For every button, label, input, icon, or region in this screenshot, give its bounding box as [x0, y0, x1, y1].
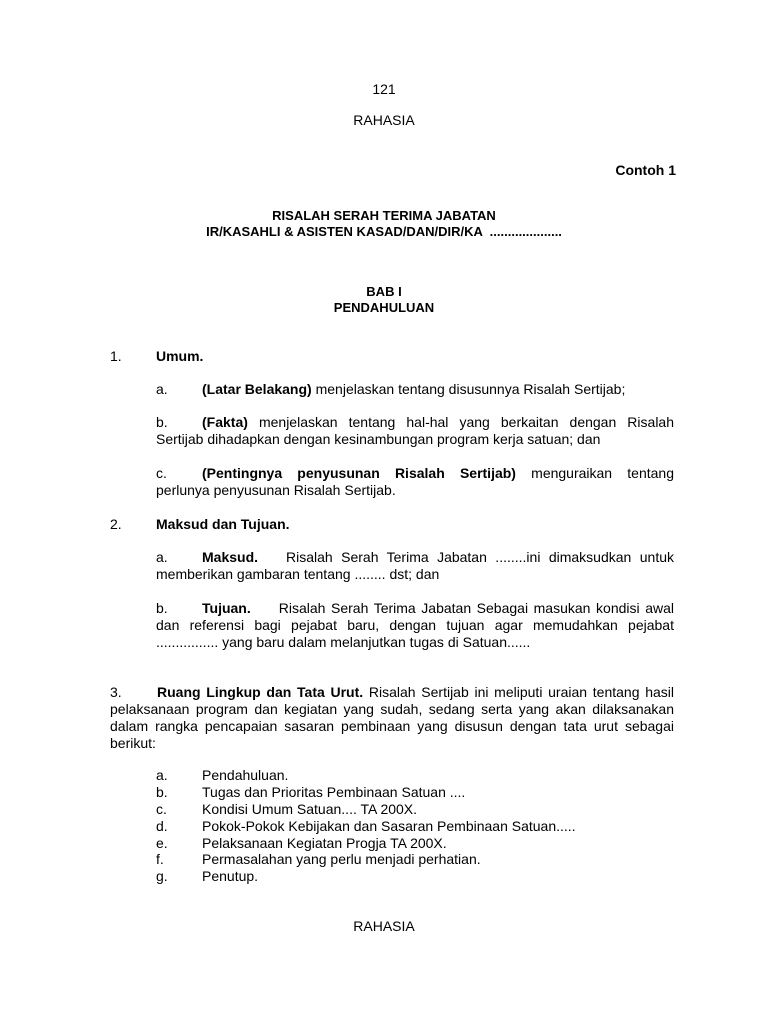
list-item	[156, 818, 576, 835]
section3-paragraph	[110, 684, 674, 752]
classification-bottom: RAHASIA	[353, 918, 415, 934]
chapter-title: PENDAHULUAN	[333, 300, 435, 315]
item-bold-lead: Maksud.	[202, 549, 259, 565]
item-letter: a.	[156, 549, 168, 565]
list-item	[156, 801, 417, 818]
list-letter: c.	[156, 801, 167, 817]
list-item	[156, 767, 288, 784]
list-text: Pendahuluan.	[202, 767, 289, 783]
list-letter: a.	[156, 767, 168, 783]
list-text: Permasalahan yang perlu menjadi perhatian.	[202, 851, 481, 867]
section3-number: 3.	[110, 684, 122, 700]
item-bold-lead: (Pentingnya penyusunan Risalah Sertijab)	[202, 465, 516, 481]
example-label: Contoh 1	[615, 162, 676, 178]
list-item	[156, 835, 447, 852]
classification-top: RAHASIA	[353, 112, 415, 128]
list-letter: d.	[156, 818, 168, 834]
item-text: menguraikan tentang perlunya penyusunan Risalah Sertijab.	[156, 465, 674, 498]
item-text: menjelaskan tentang hal-hal yang berkaitan dengan Risalah Sertijab dihadapkan dengan kesinambungan program kerja satuan; dan	[156, 414, 674, 447]
list-text: Kondisi Umum Satuan.... TA 200X.	[202, 801, 418, 817]
list-text: Pelaksanaan Kegiatan Progja TA 200X.	[202, 835, 447, 851]
item-bold-lead: (Latar Belakang)	[202, 381, 312, 397]
section2-item-b	[156, 600, 674, 651]
item-text: menjelaskan tentang disusunnya Risalah Sertijab;	[311, 381, 626, 397]
section1-item-b	[156, 414, 674, 448]
section1-item-a	[156, 381, 674, 398]
list-letter: f.	[156, 851, 164, 867]
list-letter: e.	[156, 835, 168, 851]
item-letter: c.	[156, 465, 167, 481]
section2-heading: Maksud dan Tujuan.	[156, 516, 290, 532]
item-text: Risalah Serah Terima Jabatan Sebagai masukan kondisi awal dan referensi bagi pejabat baru, dengan tujuan agar memudahkan pejabat ................ yang baru dalam melanjutkan tugas di Satuan......	[156, 600, 674, 650]
document-title-line2: IR/KASAHLI & ASISTEN KASAD/DAN/DIR/KA ....................	[206, 224, 562, 239]
list-text: Penutup.	[202, 868, 259, 884]
list-item	[156, 784, 465, 801]
list-item	[156, 868, 258, 885]
item-bold-lead: (Fakta)	[202, 414, 248, 430]
list-text: Tugas dan Prioritas Pembinaan Satuan ....	[202, 784, 466, 800]
section1-item-c	[156, 465, 674, 499]
section2-item-a	[156, 549, 674, 583]
document-title-line1: RISALAH SERAH TERIMA JABATAN	[272, 208, 496, 223]
section1-heading: Umum.	[156, 348, 204, 364]
list-letter: g.	[156, 868, 168, 884]
item-letter: b.	[156, 414, 168, 430]
item-bold-lead: Tujuan.	[202, 600, 251, 616]
item-text: Risalah Serah Terima Jabatan ........ini dimaksudkan untuk memberikan gambaran tentang ........ dst; dan	[156, 549, 674, 582]
chapter-number: BAB I	[366, 284, 402, 299]
section3-heading: Ruang Lingkup dan Tata Urut.	[157, 684, 364, 700]
section1-number: 1.	[110, 348, 122, 364]
item-letter: b.	[156, 600, 168, 616]
page-number: 121	[372, 81, 396, 97]
section2-number: 2.	[110, 516, 122, 532]
list-item	[156, 851, 481, 868]
list-text: Pokok-Pokok Kebijakan dan Sasaran Pembinaan Satuan.....	[202, 818, 576, 834]
section3-text: Risalah Sertijab ini meliputi uraian tentang hasil pelaksanaan program dan kegiatan yang sudah, sedang serta yang akan dilaksanakan dalam rangka pencapaian sasaran pembinaan yang disusun dengan tata urut sebagai berikut:	[110, 684, 674, 751]
list-letter: b.	[156, 784, 168, 800]
item-letter: a.	[156, 381, 168, 397]
